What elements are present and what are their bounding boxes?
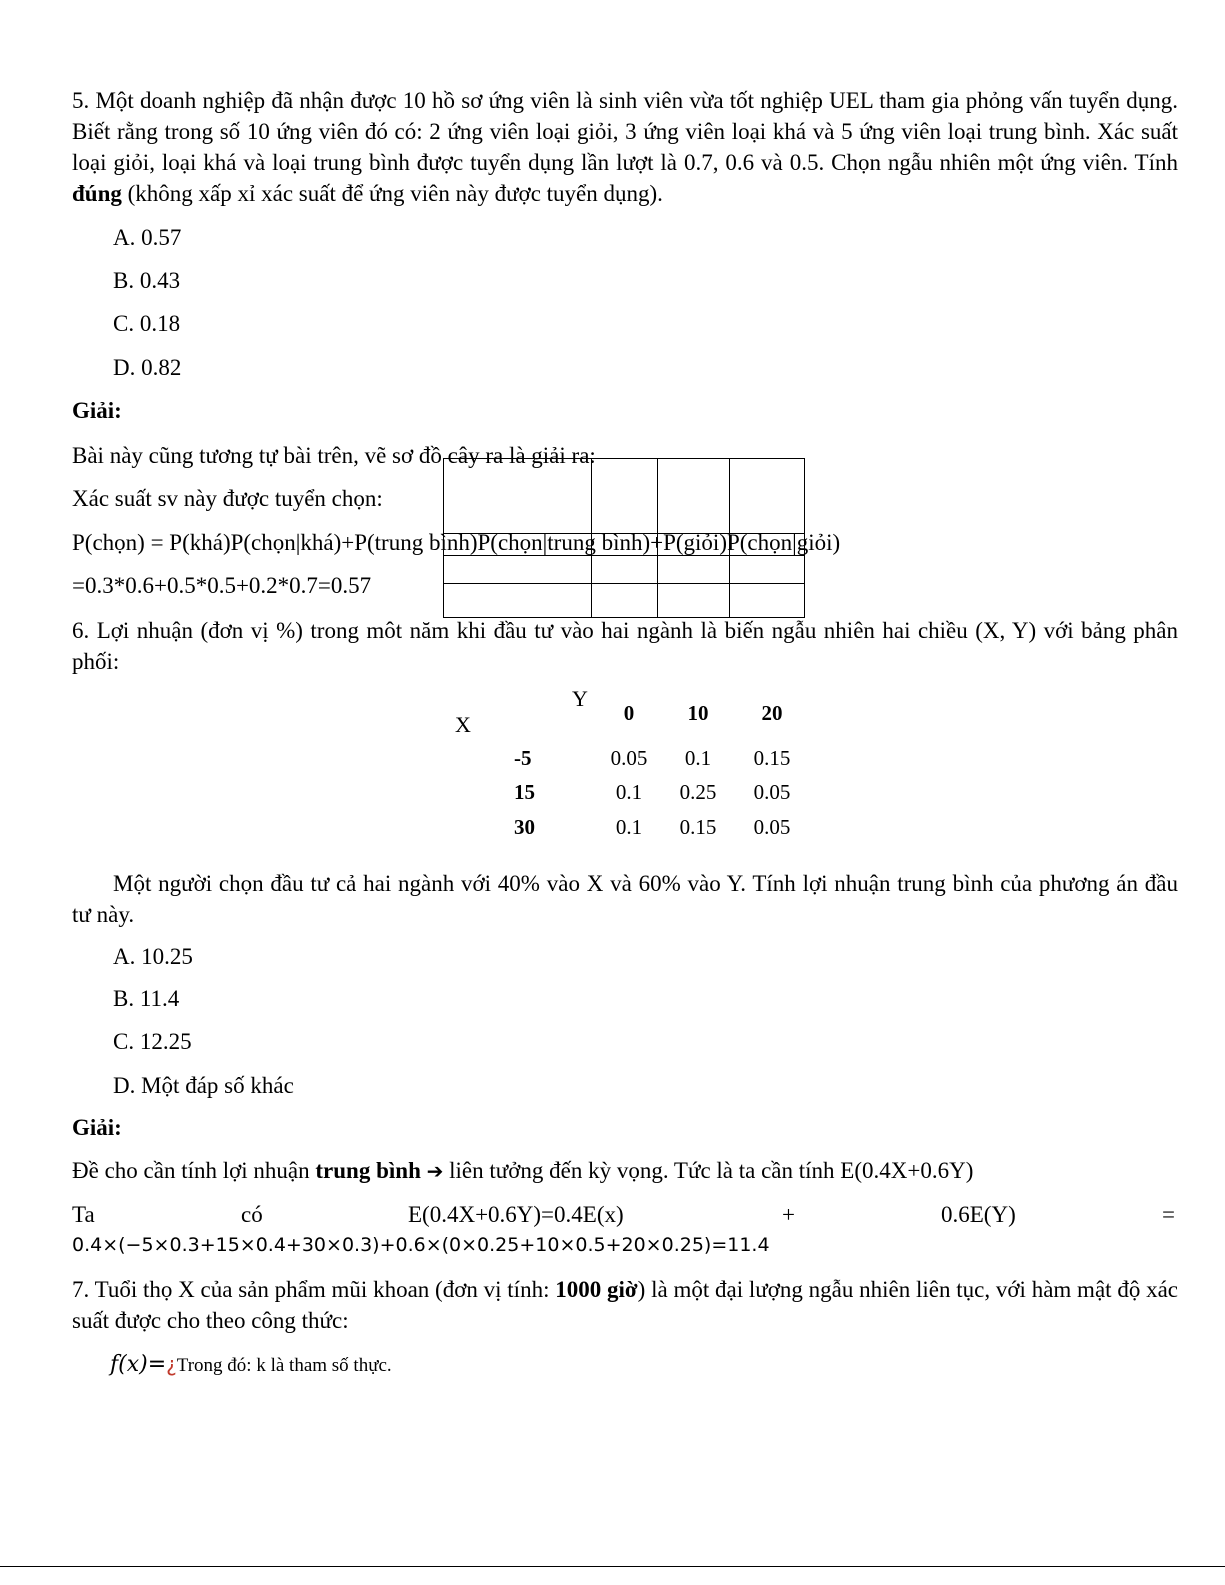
table-x-value: 30: [514, 815, 535, 839]
question-7-bold: 1000 giờ: [555, 1277, 638, 1302]
question-5: [72, 85, 1178, 209]
solution-5-line-3: P(chọn) = P(khá)P(chọn|khá)+P(trung bình)P(chọn|trung bình)+P(giỏi)P(chọn|giỏi): [72, 530, 841, 555]
q6-option-c: C. 12.25: [113, 1029, 192, 1054]
table-cell: 0.15: [679, 815, 717, 839]
math-calculation: 0.4×(−5×0.3+15×0.4+30×0.3)+0.6×(0×0.25+10×0.5+20×0.25)=11.4: [72, 1234, 770, 1256]
table-y-value: 0: [623, 701, 635, 725]
question-7-text-end: ) là một đại lượng ngẫu nhiên liên tục, với hàm mật độ xác suất được cho theo công thức:: [72, 1277, 1179, 1333]
q5-option-a: A. 0.57: [113, 225, 182, 250]
table-x-label: X: [455, 712, 471, 737]
q6-option-d: D. Một đáp số khác: [113, 1073, 294, 1098]
table-x-value: 15: [514, 780, 535, 804]
solution-6-bold: trung bình: [315, 1158, 421, 1183]
question-5-text: 5. Một doanh nghiệp đã nhận được 10 hồ sơ ứng viên là sinh viên vừa tốt nghiệp UEL tham gia phỏng vấn tuyển dụng. Biết rằng trong số 10 ứng viên đó có: 2 ứng viên loại giỏi, 3 ứng viên loại khá và 5 ứng viên loại trung bình. Xác suất loại giỏi, loại khá và loại trung bình được tuyển dụng lần lượt là 0.7, 0.6 và 0.5. Chọn ngẫu nhiên một ứng viên. Tính: [72, 88, 1178, 175]
solution-6-text: Đề cho cần tính lợi nhuận: [72, 1158, 316, 1183]
solution-6-line-1: [72, 1158, 973, 1184]
table-cell: 0.05: [753, 815, 791, 839]
question-5-text-end: (không xấp xỉ xác suất để ứng viên này được tuyển dụng).: [121, 181, 663, 206]
formula-fx: f(x): [110, 1352, 148, 1377]
solution-5-line-2: Xác suất sv này được tuyển chọn:: [72, 486, 383, 511]
eq-plus: +: [782, 1202, 795, 1227]
q5-option-c: C. 0.18: [113, 311, 181, 336]
solution-5-line-1: Bài này cũng tương tự bài trên, vẽ sơ đồ cây ra là giải ra:: [72, 443, 596, 468]
eq-co: có: [241, 1202, 263, 1227]
q5-option-d: D. 0.82: [113, 355, 182, 380]
table-cell: 0.1: [684, 746, 712, 770]
question-6-prompt: Một người chọn đầu tư cả hai ngành với 40% vào X và 60% vào Y. Tính lợi nhuận trung bình của phương án đầu tư này.: [72, 871, 1178, 927]
formula-equals: =: [147, 1352, 167, 1377]
solution-5-line-4: =0.3*0.6+0.5*0.5+0.2*0.7=0.57: [72, 573, 372, 598]
eq-equals: =: [1162, 1202, 1175, 1227]
solution-6-heading: Giải:: [72, 1115, 122, 1140]
table-y-value: 20: [761, 701, 783, 725]
eq-ta: Ta: [72, 1202, 95, 1227]
table-y-label: Y: [572, 686, 588, 711]
table-x-value: -5: [514, 746, 532, 770]
table-cell: 0.25: [679, 780, 717, 804]
question-7: [72, 1274, 1178, 1336]
question-6: 6. Lợi nhuận (đơn vị %) trong môt năm khi đầu tư vào hai ngành là biến ngẫu nhiên hai chiều (X, Y) với bảng phân phối:: [72, 618, 1178, 674]
page-bottom-rule: [0, 1566, 1225, 1567]
q5-option-b: B. 0.43: [113, 268, 181, 293]
table-cell: 0.05: [610, 746, 648, 770]
table-cell: 0.05: [753, 780, 791, 804]
table-cell: 0.1: [615, 780, 643, 804]
table-cell: 0.15: [753, 746, 791, 770]
density-formula: [110, 1349, 392, 1381]
q6-option-b: B. 11.4: [113, 986, 180, 1011]
formula-broken-glyph: ¿: [166, 1352, 177, 1376]
solution-6-text-end: liên tưởng đến kỳ vọng. Tức là ta cần tính E(0.4X+0.6Y): [443, 1158, 974, 1183]
solution-5-heading: Giải:: [72, 398, 122, 423]
eq-expression: E(0.4X+0.6Y)=0.4E(x): [408, 1202, 624, 1227]
formula-note: Trong đó: k là tham số thực.: [176, 1355, 392, 1376]
table-y-value: 10: [687, 701, 709, 725]
question-5-bold-word: đúng: [72, 181, 122, 206]
table-cell: 0.1: [615, 815, 643, 839]
question-7-text: 7. Tuổi thọ X của sản phẩm mũi khoan (đơn vị tính:: [72, 1277, 556, 1302]
arrow-right-icon: ➔: [426, 1159, 444, 1183]
eq-ey: 0.6E(Y): [941, 1202, 1016, 1227]
q6-option-a: A. 10.25: [113, 944, 193, 969]
